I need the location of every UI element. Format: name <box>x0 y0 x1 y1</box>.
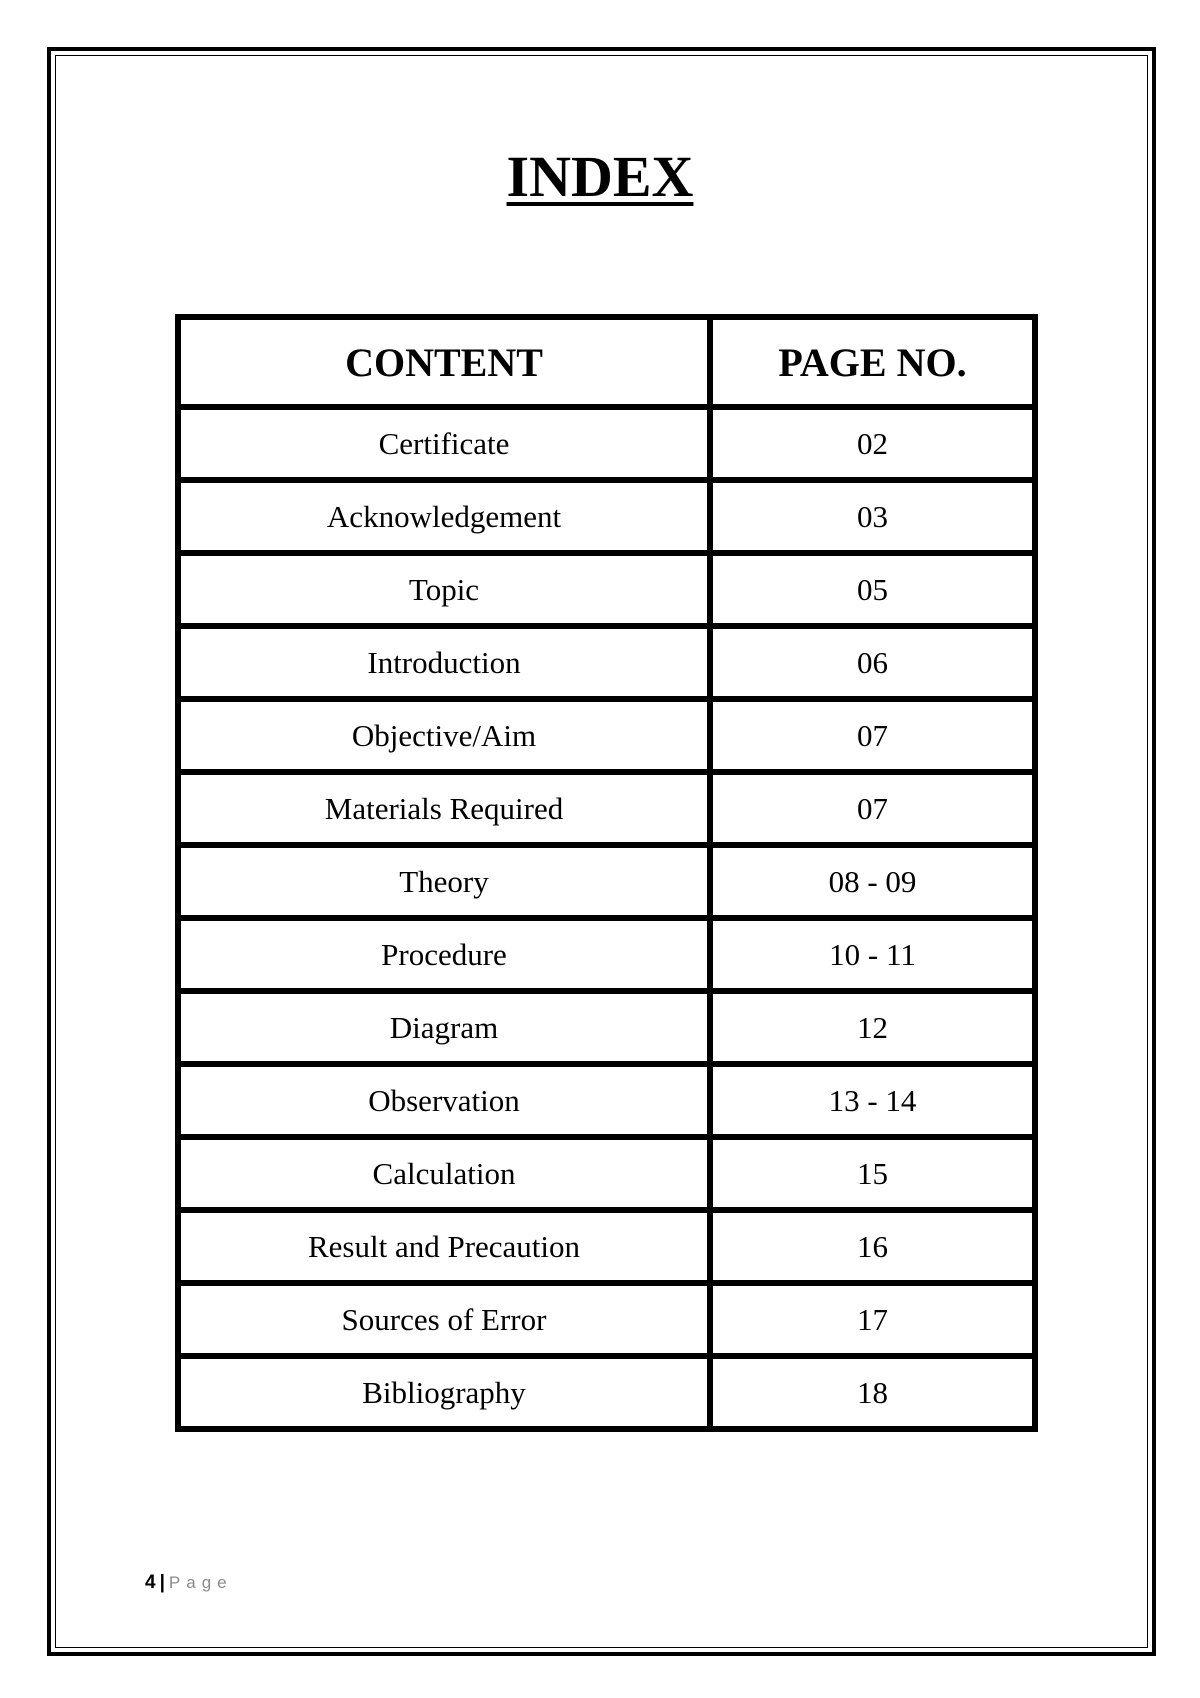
row-page-number: 16 <box>710 1210 1035 1283</box>
table-row <box>178 480 1035 553</box>
table-row <box>178 845 1035 918</box>
table-row <box>178 407 1035 480</box>
footer-page-word: Page <box>168 1573 233 1592</box>
row-page-number: 15 <box>710 1137 1035 1210</box>
row-content: Acknowledgement <box>178 480 710 553</box>
row-content: Topic <box>178 553 710 626</box>
footer-separator: | <box>159 1572 165 1593</box>
index-table <box>175 314 1038 1432</box>
index-table-body <box>178 407 1035 1429</box>
row-page-number: 03 <box>710 480 1035 553</box>
row-content: Diagram <box>178 991 710 1064</box>
page-title <box>0 143 1200 211</box>
row-page-number: 06 <box>710 626 1035 699</box>
row-content: Result and Precaution <box>178 1210 710 1283</box>
row-content: Materials Required <box>178 772 710 845</box>
table-row <box>178 991 1035 1064</box>
row-page-number: 18 <box>710 1356 1035 1429</box>
table-row <box>178 1356 1035 1429</box>
table-row <box>178 699 1035 772</box>
page-title-text: INDEX <box>506 144 694 209</box>
table-row <box>178 1137 1035 1210</box>
table-row <box>178 1210 1035 1283</box>
row-page-number: 07 <box>710 772 1035 845</box>
table-header-row <box>178 317 1035 407</box>
row-page-number: 07 <box>710 699 1035 772</box>
row-page-number: 05 <box>710 553 1035 626</box>
table-row <box>178 626 1035 699</box>
column-header-page-no: PAGE NO. <box>710 317 1035 407</box>
table-row <box>178 772 1035 845</box>
row-content: Objective/Aim <box>178 699 710 772</box>
row-content: Sources of Error <box>178 1283 710 1356</box>
table-row <box>178 918 1035 991</box>
row-page-number: 13 - 14 <box>710 1064 1035 1137</box>
row-content: Introduction <box>178 626 710 699</box>
column-header-content: CONTENT <box>178 317 710 407</box>
row-content: Bibliography <box>178 1356 710 1429</box>
row-content: Theory <box>178 845 710 918</box>
row-content: Certificate <box>178 407 710 480</box>
table-row <box>178 1283 1035 1356</box>
table-row <box>178 1064 1035 1137</box>
row-page-number: 02 <box>710 407 1035 480</box>
row-page-number: 08 - 09 <box>710 845 1035 918</box>
row-page-number: 12 <box>710 991 1035 1064</box>
page-footer <box>145 1572 233 1594</box>
row-content: Calculation <box>178 1137 710 1210</box>
row-page-number: 10 - 11 <box>710 918 1035 991</box>
table-row <box>178 553 1035 626</box>
row-content: Observation <box>178 1064 710 1137</box>
footer-page-number: 4 <box>145 1572 156 1593</box>
row-page-number: 17 <box>710 1283 1035 1356</box>
row-content: Procedure <box>178 918 710 991</box>
